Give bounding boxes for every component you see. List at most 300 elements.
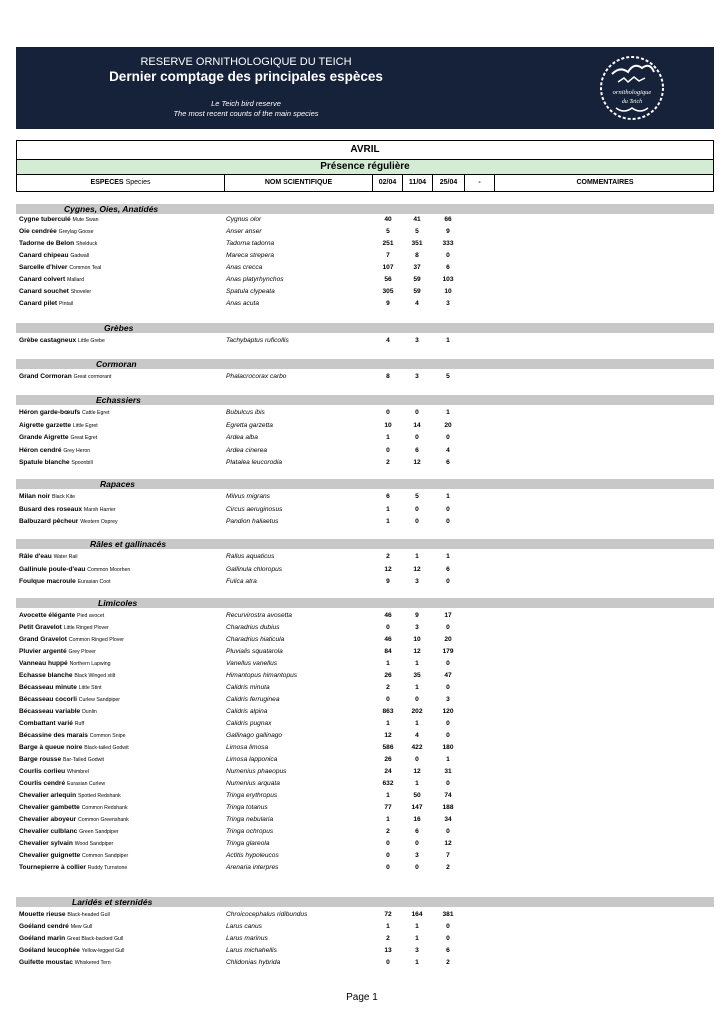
species-name-en: Little Stint <box>78 685 102 691</box>
table-row <box>16 682 476 693</box>
scientific-name: Milvus migrans <box>226 493 270 500</box>
count-date-3: 9 <box>446 228 450 235</box>
species-name <box>19 238 97 250</box>
species-name-en: Pied avocet <box>77 613 105 619</box>
count-date-1: 1 <box>386 660 390 667</box>
section-title: Laridés et sternidés <box>72 897 153 907</box>
scientific-name: Tringa nebularia <box>226 816 274 823</box>
count-date-3: 333 <box>442 240 454 247</box>
species-name-fr: Busard des roseaux <box>19 505 83 513</box>
species-name-en: Bar-Tailed Godwit <box>63 757 104 763</box>
reserve-logo-icon <box>598 54 666 122</box>
species-name <box>19 491 75 503</box>
species-name <box>19 862 127 874</box>
species-name <box>19 658 111 670</box>
species-name <box>19 790 121 802</box>
count-date-1: 10 <box>384 421 392 429</box>
species-name <box>19 564 130 576</box>
count-date-1: 1 <box>386 720 390 727</box>
species-name <box>19 706 97 718</box>
table-row <box>16 610 476 621</box>
scientific-name: Larus marinus <box>226 935 268 942</box>
species-name-fr: Bécassine des marais <box>19 732 88 739</box>
species-name <box>19 957 111 969</box>
count-date-1: 1 <box>386 518 390 525</box>
species-name-fr: Barge rousse <box>19 756 62 763</box>
species-name-en: Ruddy Turnstone <box>87 865 128 871</box>
species-name <box>19 622 109 634</box>
section-title: Grèbes <box>104 323 134 333</box>
count-date-2: 5 <box>415 228 419 235</box>
count-date-3: 47 <box>444 672 452 679</box>
species-name-fr: Canard colvert <box>19 276 66 283</box>
species-name-fr: Chevalier sylvain <box>19 840 73 847</box>
section-header <box>16 539 714 549</box>
count-date-1: 24 <box>384 768 392 775</box>
section-header <box>16 598 714 608</box>
count-date-3: 0 <box>446 684 450 691</box>
table-row <box>16 850 476 861</box>
count-date-2: 12 <box>413 648 421 655</box>
species-name <box>19 945 124 957</box>
species-name-en: Common Greenshank <box>78 817 129 823</box>
count-date-3: 180 <box>442 744 454 751</box>
species-name-en: Eurasian Curlew <box>67 781 106 787</box>
species-name-en: Whimbrel <box>67 769 89 775</box>
scientific-name: Vanellus vanellus <box>226 660 278 667</box>
table-row <box>16 838 476 849</box>
count-date-2: 1 <box>415 959 419 966</box>
count-date-3: 1 <box>446 553 450 560</box>
species-name-en: Black-tailed Godwit <box>84 745 129 751</box>
table-row <box>16 670 476 681</box>
count-date-1: 56 <box>384 276 392 283</box>
species-name-en: Western Osprey <box>80 519 118 525</box>
count-date-2: 0 <box>415 840 419 847</box>
species-name-fr: Chevalier arlequin <box>19 792 77 799</box>
scientific-name: Calidris ferruginea <box>226 696 280 703</box>
species-name-en: Dunlin <box>82 709 97 715</box>
count-date-2: 202 <box>411 708 423 715</box>
species-name-en: Great Egret <box>70 435 98 442</box>
species-name-en: Common Moorhen <box>87 566 131 573</box>
count-date-3: 10 <box>444 288 452 295</box>
count-date-2: 351 <box>411 240 423 247</box>
table-row <box>16 335 476 346</box>
species-name-fr: Barge à queue noire <box>19 744 83 751</box>
scientific-name: Fulica atra <box>226 578 257 586</box>
species-name <box>19 335 105 347</box>
count-date-3: 179 <box>442 648 454 655</box>
species-name <box>19 504 116 516</box>
species-name-fr: Petit Gravelot <box>19 624 62 631</box>
count-date-2: 35 <box>413 672 421 679</box>
table-row <box>16 945 476 956</box>
count-date-3: 7 <box>446 852 450 859</box>
scientific-name: Tringa erythropus <box>226 792 278 799</box>
table-row <box>16 634 476 645</box>
species-name-fr: Chevalier culblanc <box>19 828 78 835</box>
count-date-2: 1 <box>415 720 419 727</box>
count-date-1: 1 <box>386 434 390 442</box>
species-name <box>19 274 84 286</box>
species-name-en: Great Black-backed Gull <box>67 936 124 942</box>
species-name-fr: Spatule blanche <box>19 459 70 467</box>
species-name-en: Little Egret <box>72 422 98 429</box>
count-date-3: 120 <box>442 708 454 715</box>
count-date-1: 6 <box>386 493 390 500</box>
species-name-fr: Chevalier aboyeur <box>19 816 77 823</box>
table-row <box>16 778 476 789</box>
count-date-2: 8 <box>415 252 419 259</box>
count-date-1: 0 <box>386 446 390 454</box>
table-row <box>16 516 476 527</box>
species-name-fr: Courlis cendré <box>19 780 66 787</box>
species-name-fr: Canard pilet <box>19 300 58 307</box>
count-date-3: 6 <box>446 459 450 467</box>
count-date-1: 0 <box>386 959 390 966</box>
table-row <box>16 491 476 502</box>
col-especes: ESPECES Species <box>90 179 151 186</box>
species-name <box>19 826 119 838</box>
species-name <box>19 850 128 862</box>
species-name-fr: Bécasseau variable <box>19 708 81 715</box>
count-date-3: 6 <box>446 264 450 271</box>
table-row <box>16 790 476 801</box>
species-name-fr: Bécasseau minute <box>19 684 77 691</box>
count-date-2: 1 <box>415 935 419 942</box>
count-date-1: 0 <box>386 852 390 859</box>
scientific-name: Bubulcus ibis <box>226 409 265 416</box>
table-row <box>16 238 476 249</box>
table-row <box>16 564 476 575</box>
table-header <box>16 140 714 192</box>
count-date-2: 0 <box>415 696 419 703</box>
species-name <box>19 371 111 383</box>
species-name <box>19 682 102 694</box>
count-date-2: 0 <box>415 864 419 871</box>
scientific-name: Egretta garzetta <box>226 421 273 429</box>
count-date-2: 422 <box>411 744 423 751</box>
count-date-2: 0 <box>415 434 419 442</box>
table-row <box>16 957 476 968</box>
count-date-2: 1 <box>415 660 419 667</box>
scientific-name: Calidris alpina <box>226 708 268 715</box>
count-date-1: 0 <box>386 409 390 416</box>
count-date-3: 66 <box>444 216 452 223</box>
table-row <box>16 694 476 705</box>
scientific-name: Chlidonias hybrida <box>226 959 281 966</box>
count-date-3: 2 <box>446 959 450 966</box>
count-date-3: 20 <box>444 421 452 429</box>
species-name <box>19 407 109 419</box>
count-date-1: 9 <box>386 300 390 307</box>
species-name <box>19 610 104 622</box>
count-date-1: 0 <box>386 864 390 871</box>
species-name-en: Little Grebe <box>78 338 105 344</box>
count-date-3: 6 <box>446 947 450 954</box>
table-row <box>16 504 476 515</box>
species-name-fr: Héron cendré <box>19 446 62 454</box>
species-name-fr: Foulque macroule <box>19 578 76 586</box>
species-name <box>19 634 124 646</box>
scientific-name: Pandion haliaetus <box>226 518 279 525</box>
count-date-1: 2 <box>386 553 390 560</box>
scientific-name: Arenaria interpres <box>226 864 279 871</box>
species-name-en: Mallard <box>67 277 85 283</box>
scientific-name: Larus canus <box>226 923 262 930</box>
count-date-3: 0 <box>446 252 450 259</box>
species-name-en: Mew Gull <box>70 924 93 930</box>
count-date-2: 1 <box>415 684 419 691</box>
count-date-1: 2 <box>386 459 390 467</box>
count-date-3: 0 <box>446 505 450 513</box>
count-date-3: 12 <box>444 840 452 847</box>
reserve-name: RESERVE ORNITHOLOGIQUE DU TEICH <box>140 56 352 68</box>
count-date-2: 12 <box>413 565 421 573</box>
table-row <box>16 214 476 225</box>
species-name-fr: Tournepierre à collier <box>19 864 86 871</box>
count-date-2: 0 <box>415 409 419 416</box>
section-title: Limicoles <box>98 598 138 608</box>
species-name <box>19 921 92 933</box>
scientific-name: Calidris minuta <box>226 684 270 691</box>
month-label: AVRIL <box>350 144 380 155</box>
table-row <box>16 802 476 813</box>
species-name-fr: Goéland marin <box>19 935 66 942</box>
count-date-3: 0 <box>446 732 450 739</box>
species-name-fr: Canard souchet <box>19 288 69 295</box>
scientific-name: Numenius arquata <box>226 780 280 787</box>
scientific-name: Limosa limosa <box>226 744 269 751</box>
species-name-fr: Sarcelle d'hiver <box>19 264 68 271</box>
scientific-name: Charadrius dubius <box>226 624 280 631</box>
svg-text:ornithologique: ornithologique <box>612 89 652 96</box>
species-name-en: Eurasian Coot <box>77 579 111 586</box>
species-name-en: Little Ringed Plover <box>63 625 109 631</box>
species-name <box>19 516 118 528</box>
scientific-name: Anas acuta <box>226 300 259 307</box>
species-name-en: Green Sandpiper <box>79 829 119 835</box>
count-date-2: 0 <box>415 518 419 525</box>
section-title: Râles et gallinacés <box>90 539 167 549</box>
species-name <box>19 718 84 730</box>
count-date-2: 5 <box>415 493 419 500</box>
count-date-2: 0 <box>415 505 419 513</box>
count-date-3: 1 <box>446 756 450 763</box>
table-row <box>16 646 476 657</box>
count-date-1: 84 <box>384 648 392 655</box>
table-row <box>16 274 476 285</box>
count-date-1: 863 <box>382 708 394 715</box>
species-name-en: Common Snipe <box>89 733 126 739</box>
count-date-2: 1 <box>415 780 419 787</box>
scientific-name: Tadorna tadorna <box>226 240 275 247</box>
species-name-fr: Chevalier guignette <box>19 852 81 859</box>
count-date-2: 3 <box>415 337 419 344</box>
table-row <box>16 730 476 741</box>
species-name-fr: Vanneau huppé <box>19 660 68 667</box>
subtitle-en-2: The most recent counts of the main species <box>173 109 319 118</box>
scientific-name: Actitis hypoleucos <box>226 852 279 859</box>
count-date-3: 0 <box>446 624 450 631</box>
scientific-name: Calidris pugnax <box>226 720 272 727</box>
count-date-1: 13 <box>384 947 392 954</box>
species-name-en: Yellow-legged Gull <box>81 948 125 954</box>
col-commentaires: COMMENTAIRES <box>494 174 715 192</box>
species-name-fr: Milan noir <box>19 493 51 500</box>
species-name <box>19 778 105 790</box>
count-date-1: 9 <box>386 578 390 586</box>
scientific-name: Anas platyrhynchos <box>226 276 284 283</box>
species-name-fr: Grande Aigrette <box>19 434 69 442</box>
count-date-3: 1 <box>446 409 450 416</box>
species-name-fr: Grand Cormoran <box>19 373 72 380</box>
count-date-1: 4 <box>386 337 390 344</box>
count-date-1: 1 <box>386 923 390 930</box>
count-date-3: 3 <box>446 300 450 307</box>
species-name-fr: Grèbe castagneux <box>19 337 77 344</box>
species-name <box>19 420 98 432</box>
header-banner <box>16 47 714 129</box>
count-date-2: 147 <box>411 804 423 811</box>
count-date-3: 34 <box>444 816 452 823</box>
table-row <box>16 754 476 765</box>
count-date-1: 8 <box>386 373 390 380</box>
count-date-3: 0 <box>446 923 450 930</box>
table-row <box>16 371 476 382</box>
count-date-2: 16 <box>413 816 421 823</box>
table-row <box>16 286 476 297</box>
table-row <box>16 909 476 920</box>
scientific-name: Tringa totanus <box>226 804 268 811</box>
table-row <box>16 921 476 932</box>
count-date-3: 3 <box>446 696 450 703</box>
count-date-2: 6 <box>415 446 419 454</box>
species-name-en: Black-headed Gull <box>67 912 110 918</box>
count-date-2: 164 <box>411 911 423 918</box>
count-date-3: 31 <box>444 768 452 775</box>
count-date-3: 0 <box>446 780 450 787</box>
count-date-3: 17 <box>444 612 452 619</box>
table-row <box>16 432 476 443</box>
species-name-en: Mute Swan <box>72 217 99 223</box>
species-name-fr: Guifette moustac <box>19 959 73 966</box>
scientific-name: Anas crecca <box>226 264 263 271</box>
scientific-name: Mareca strepera <box>226 252 275 259</box>
scientific-name: Gallinago gallinago <box>226 732 283 739</box>
presence-label: Présence régulière <box>17 159 713 175</box>
species-name-en: Greylag Goose <box>58 229 94 235</box>
table-row <box>16 226 476 237</box>
count-date-1: 46 <box>384 636 392 643</box>
species-name <box>19 576 111 588</box>
count-date-2: 3 <box>415 852 419 859</box>
section-header <box>16 479 714 489</box>
species-name-fr: Aigrette garzette <box>19 421 72 429</box>
count-date-3: 0 <box>446 720 450 727</box>
scientific-name: Rallus aquaticus <box>226 553 275 560</box>
section-header <box>16 359 714 369</box>
scientific-name: Numenius phaeopus <box>226 768 287 775</box>
scientific-name: Recurvirostra avosetta <box>226 612 292 619</box>
table-row <box>16 457 476 468</box>
subtitle-en: Le Teich bird reserve <box>211 99 281 108</box>
count-date-2: 4 <box>415 300 419 307</box>
page-title: Dernier comptage des principales espèces <box>109 69 383 84</box>
species-name-fr: Gallinule poule-d'eau <box>19 565 86 573</box>
species-name-en: Grey Heron <box>63 447 91 454</box>
count-date-2: 3 <box>415 947 419 954</box>
section-header <box>16 395 714 405</box>
count-date-2: 3 <box>415 624 419 631</box>
scientific-name: Limosa lapponica <box>226 756 278 763</box>
species-name-fr: Râle d'eau <box>19 553 52 560</box>
col-date-3: 25/04 <box>432 174 464 192</box>
species-name-fr: Goéland leucophée <box>19 947 80 954</box>
table-row <box>16 622 476 633</box>
species-name-fr: Héron garde-bœufs <box>19 409 81 416</box>
count-date-1: 1 <box>386 505 390 513</box>
col-date-1: 02/04 <box>372 174 402 192</box>
species-name <box>19 226 93 238</box>
table-row <box>16 576 476 587</box>
column-headers <box>17 174 713 192</box>
count-date-2: 12 <box>413 459 421 467</box>
table-row <box>16 250 476 261</box>
species-name-en: Curlew Sandpiper <box>78 697 120 703</box>
count-date-1: 40 <box>384 216 392 223</box>
count-date-3: 2 <box>446 864 450 871</box>
count-date-3: 0 <box>446 434 450 442</box>
count-date-1: 0 <box>386 840 390 847</box>
table-row <box>16 742 476 753</box>
count-date-2: 14 <box>413 421 421 429</box>
species-name <box>19 298 73 310</box>
species-name-en: Northern Lapwing <box>69 661 111 667</box>
count-date-2: 3 <box>415 373 419 380</box>
count-date-2: 4 <box>415 732 419 739</box>
species-name <box>19 814 129 826</box>
scientific-name: Spatula clypeata <box>226 288 275 295</box>
species-name-fr: Bécasseau cocorli <box>19 696 77 703</box>
species-name-fr: Courlis corlieu <box>19 768 66 775</box>
count-date-2: 12 <box>413 768 421 775</box>
count-date-3: 0 <box>446 935 450 942</box>
count-date-1: 26 <box>384 756 392 763</box>
section-title: Rapaces <box>100 479 135 489</box>
species-name <box>19 838 113 850</box>
count-date-3: 4 <box>446 446 450 454</box>
species-name-en: Pintail <box>58 301 74 307</box>
count-date-1: 586 <box>382 744 394 751</box>
scientific-name: Charadrius hiaticula <box>226 636 285 643</box>
species-name <box>19 250 89 262</box>
count-date-2: 50 <box>413 792 421 799</box>
section-title: Cormoran <box>96 359 137 369</box>
species-name <box>19 286 91 298</box>
species-name-en: Black Winged stilt <box>74 673 116 679</box>
count-date-3: 1 <box>446 493 450 500</box>
species-name-fr: Echasse blanche <box>19 672 73 679</box>
count-date-1: 107 <box>382 264 394 271</box>
count-date-2: 6 <box>415 828 419 835</box>
table-row <box>16 826 476 837</box>
species-name-en: Great cormorant <box>73 374 112 380</box>
scientific-name: Anser anser <box>226 228 262 235</box>
species-name <box>19 214 98 226</box>
scientific-name: Tachybaptus ruficollis <box>226 337 289 344</box>
